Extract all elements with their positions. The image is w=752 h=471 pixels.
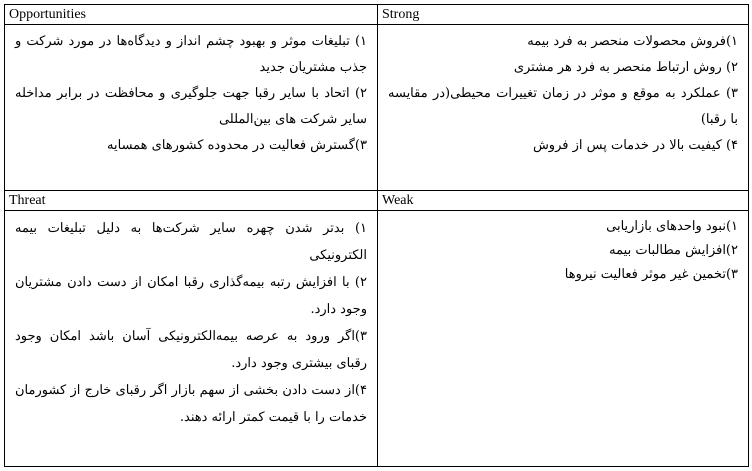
weak-item: ۲)افزایش مطالبات بیمه (609, 243, 738, 258)
opportunities-cell (5, 25, 378, 191)
threat-header-cell (5, 191, 378, 211)
strong-cell (378, 25, 749, 191)
threat-item: ۴)از دست دادن بخشی از سهم بازار اگر رقبای خارج از کشورمان خدمات را با قیمت کمتر ارائه دهند. (15, 383, 367, 425)
strong-item: ۲) روش ارتباط منحصر به فرد هر مشتری (513, 60, 738, 75)
opportunity-item: ۳)گسترش فعالیت در محدوده کشورهای همسایه (107, 138, 367, 153)
body-row-top (5, 25, 749, 191)
strong-item: ۳) عملکرد به موقع و موثر در زمان تغییرات محیطی(در مقایسه با رقبا) (388, 86, 738, 127)
header-row-top (5, 5, 749, 25)
opportunities-header: Opportunities (9, 7, 86, 22)
threat-list (5, 211, 377, 431)
weak-list (378, 211, 748, 287)
weak-cell (378, 211, 749, 467)
opportunity-item: ۲) اتحاد با سایر رقبا جهت جلوگیری و محافظت در برابر مداخله سایر شرکت های بین‌المللی (15, 86, 367, 127)
header-row-bottom (5, 191, 749, 211)
swot-table (4, 4, 749, 467)
strong-item: ۱)فروش محصولات منحصر به فرد بیمه (527, 34, 738, 49)
weak-item: ۱)نبود واحدهای بازاریابی (606, 219, 738, 234)
threat-item: ۳)اگر ورود به عرصه بیمه‌الکترونیکی آسان باشد امکان وجود رقبای بیشتری وجود دارد. (15, 329, 367, 371)
weak-item: ۳)تخمین غیر موثر فعالیت نیروها (564, 267, 738, 282)
body-row-bottom (5, 211, 749, 467)
strong-list (378, 25, 748, 159)
threat-cell (5, 211, 378, 467)
threat-item: ۲) با افزایش رتبه بیمه‌گذاری رقبا امکان از دست دادن مشتریان وجود دارد. (15, 275, 367, 317)
opportunity-item: ۱) تبلیغات موثر و بهبود چشم انداز و دیدگاه‌ها در مورد شرکت و جذب مشتریان جدید (15, 34, 367, 75)
strong-item: ۴) کیفیت بالا در خدمات پس از فروش (532, 138, 738, 153)
opportunities-header-cell (5, 5, 378, 25)
weak-header-cell (378, 191, 749, 211)
opportunities-list (5, 25, 377, 159)
strong-header: Strong (382, 7, 420, 22)
weak-header: Weak (382, 193, 414, 208)
strong-header-cell (378, 5, 749, 25)
threat-item: ۱) بدتر شدن چهره سایر شرکت‌ها به دلیل تبلیغات بیمه الکترونیکی (15, 221, 367, 263)
threat-header: Threat (9, 193, 46, 208)
